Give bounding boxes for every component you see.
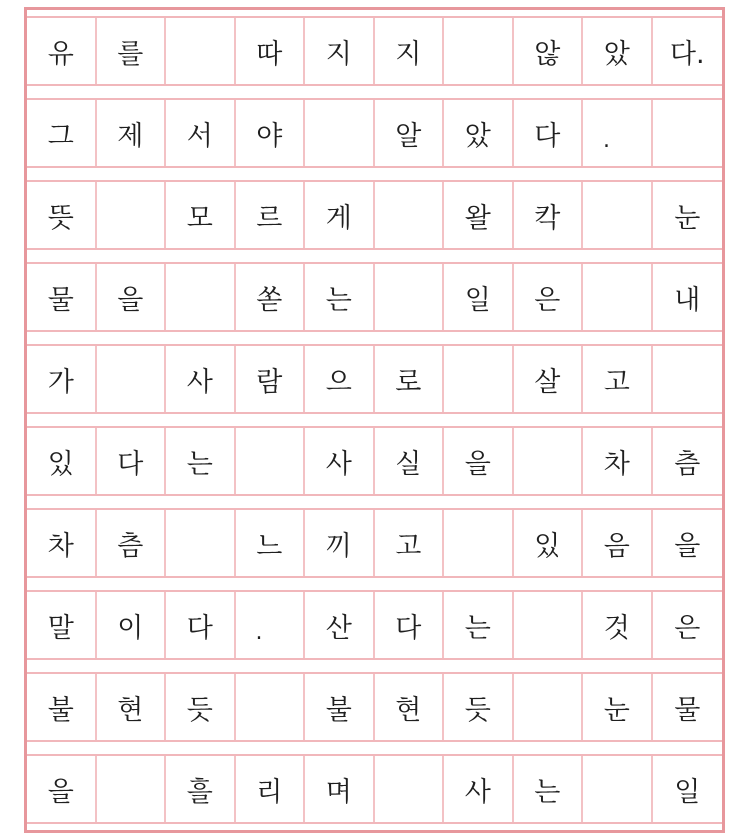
- manuscript-row: [27, 754, 722, 824]
- grid-cell: 듯: [166, 674, 236, 740]
- grid-cell: 뜻: [27, 182, 97, 248]
- grid-cell: 일: [444, 264, 514, 330]
- grid-cell: 일: [674, 776, 701, 808]
- grid-cell: 알: [375, 100, 445, 166]
- grid-cell: 물: [674, 694, 701, 726]
- grid-cell: 끼: [305, 510, 375, 576]
- grid-cell: 는: [166, 428, 236, 494]
- grid-cell: [97, 756, 167, 822]
- grid-cell: 이: [97, 592, 167, 658]
- manuscript-row: [27, 672, 722, 742]
- grid-cell: 로: [375, 346, 445, 412]
- grid-cell: 음: [583, 510, 653, 576]
- grid-cell: 지: [375, 18, 445, 84]
- grid-cell: 다.: [669, 38, 705, 70]
- grid-cell: [236, 592, 306, 658]
- grid-cell: 사: [305, 428, 375, 494]
- grid-cell: [583, 264, 653, 330]
- grid-cell: 눈: [583, 674, 653, 740]
- grid-cell: 말: [27, 592, 97, 658]
- grid-cell: [97, 346, 167, 412]
- grid-cell: [236, 428, 306, 494]
- grid-cell: 흘: [166, 756, 236, 822]
- grid-cell: 있: [514, 510, 584, 576]
- grid-cell: 눈: [674, 202, 701, 234]
- grid-cell: 츰: [674, 448, 701, 480]
- grid-cell: 람: [236, 346, 306, 412]
- grid-cell: 그: [27, 100, 97, 166]
- grid-cell: 은: [674, 612, 701, 644]
- grid-cell: 는: [514, 756, 584, 822]
- grid-cell: 듯: [444, 674, 514, 740]
- grid-cell: 가: [27, 346, 97, 412]
- grid-cell: [653, 100, 723, 166]
- punctuation-mark: .: [255, 620, 263, 645]
- grid-cell: 않: [514, 18, 584, 84]
- grid-cell: [444, 346, 514, 412]
- manuscript-sheet: [24, 7, 725, 833]
- grid-cell: 현: [375, 674, 445, 740]
- grid-cell: [97, 182, 167, 248]
- grid-cell: 은: [514, 264, 584, 330]
- manuscript-row: [27, 508, 722, 578]
- grid-cell: 현: [97, 674, 167, 740]
- grid-cell: 유: [27, 18, 97, 84]
- grid-cell: [444, 18, 514, 84]
- grid-cell: 실: [375, 428, 445, 494]
- grid-cell: 를: [97, 18, 167, 84]
- grid-cell: [236, 674, 306, 740]
- grid-cell: 을: [27, 756, 97, 822]
- grid-cell: 는: [444, 592, 514, 658]
- grid-cell: 다: [166, 592, 236, 658]
- grid-cell: [166, 18, 236, 84]
- grid-cell: [375, 756, 445, 822]
- grid-cell: 는: [305, 264, 375, 330]
- grid-cell: 산: [305, 592, 375, 658]
- grid-cell: 츰: [97, 510, 167, 576]
- grid-cell: 있: [27, 428, 97, 494]
- grid-cell: [375, 264, 445, 330]
- grid-cell: 을: [674, 530, 701, 562]
- grid-cell: 따: [236, 18, 306, 84]
- grid-cell: [375, 182, 445, 248]
- grid-cell: 내: [674, 284, 701, 316]
- grid-cell: 것: [583, 592, 653, 658]
- grid-cell: 지: [305, 18, 375, 84]
- manuscript-row: [27, 344, 722, 414]
- grid-cell: 칵: [514, 182, 584, 248]
- grid-cell: [444, 510, 514, 576]
- grid-cell: 불: [305, 674, 375, 740]
- grid-cell: 야: [236, 100, 306, 166]
- grid-cell: [166, 264, 236, 330]
- grid-cell: 물: [27, 264, 97, 330]
- grid-cell: 다: [97, 428, 167, 494]
- grid-cell: 제: [97, 100, 167, 166]
- grid-cell: 왈: [444, 182, 514, 248]
- grid-cell: 았: [583, 18, 653, 84]
- grid-cell: 서: [166, 100, 236, 166]
- grid-cell: [583, 182, 653, 248]
- grid-cell: 다: [514, 100, 584, 166]
- grid-cell: 사: [166, 346, 236, 412]
- grid-cell: 고: [375, 510, 445, 576]
- grid-cell: [583, 756, 653, 822]
- grid-cell: [514, 674, 584, 740]
- punctuation-mark: .: [603, 128, 610, 153]
- manuscript-row: [27, 262, 722, 332]
- grid-cell: 다: [375, 592, 445, 658]
- grid-cell: 살: [514, 346, 584, 412]
- grid-cell: 며: [305, 756, 375, 822]
- grid-cell: 게: [305, 182, 375, 248]
- grid-cell: 차: [583, 428, 653, 494]
- grid-cell: 았: [444, 100, 514, 166]
- grid-cell: 을: [97, 264, 167, 330]
- grid-cell: 으: [305, 346, 375, 412]
- manuscript-row: [27, 180, 722, 250]
- grid-cell: 차: [27, 510, 97, 576]
- grid-cell: 고: [583, 346, 653, 412]
- grid-cell: 리: [236, 756, 306, 822]
- grid-cell: 을: [444, 428, 514, 494]
- manuscript-row: [27, 16, 722, 86]
- manuscript-row: [27, 426, 722, 496]
- grid-cell: [514, 428, 584, 494]
- grid-cell: [583, 100, 653, 166]
- grid-cell: 느: [236, 510, 306, 576]
- grid-cell: 르: [236, 182, 306, 248]
- grid-cell: 사: [444, 756, 514, 822]
- grid-cell: [514, 592, 584, 658]
- grid-cell: 쏟: [236, 264, 306, 330]
- grid-cell: [166, 510, 236, 576]
- manuscript-row: [27, 590, 722, 660]
- manuscript-row: [27, 98, 722, 168]
- grid-cell: 불: [27, 674, 97, 740]
- grid-cell: 모: [166, 182, 236, 248]
- grid-cell: [305, 100, 375, 166]
- grid-cell: [653, 346, 723, 412]
